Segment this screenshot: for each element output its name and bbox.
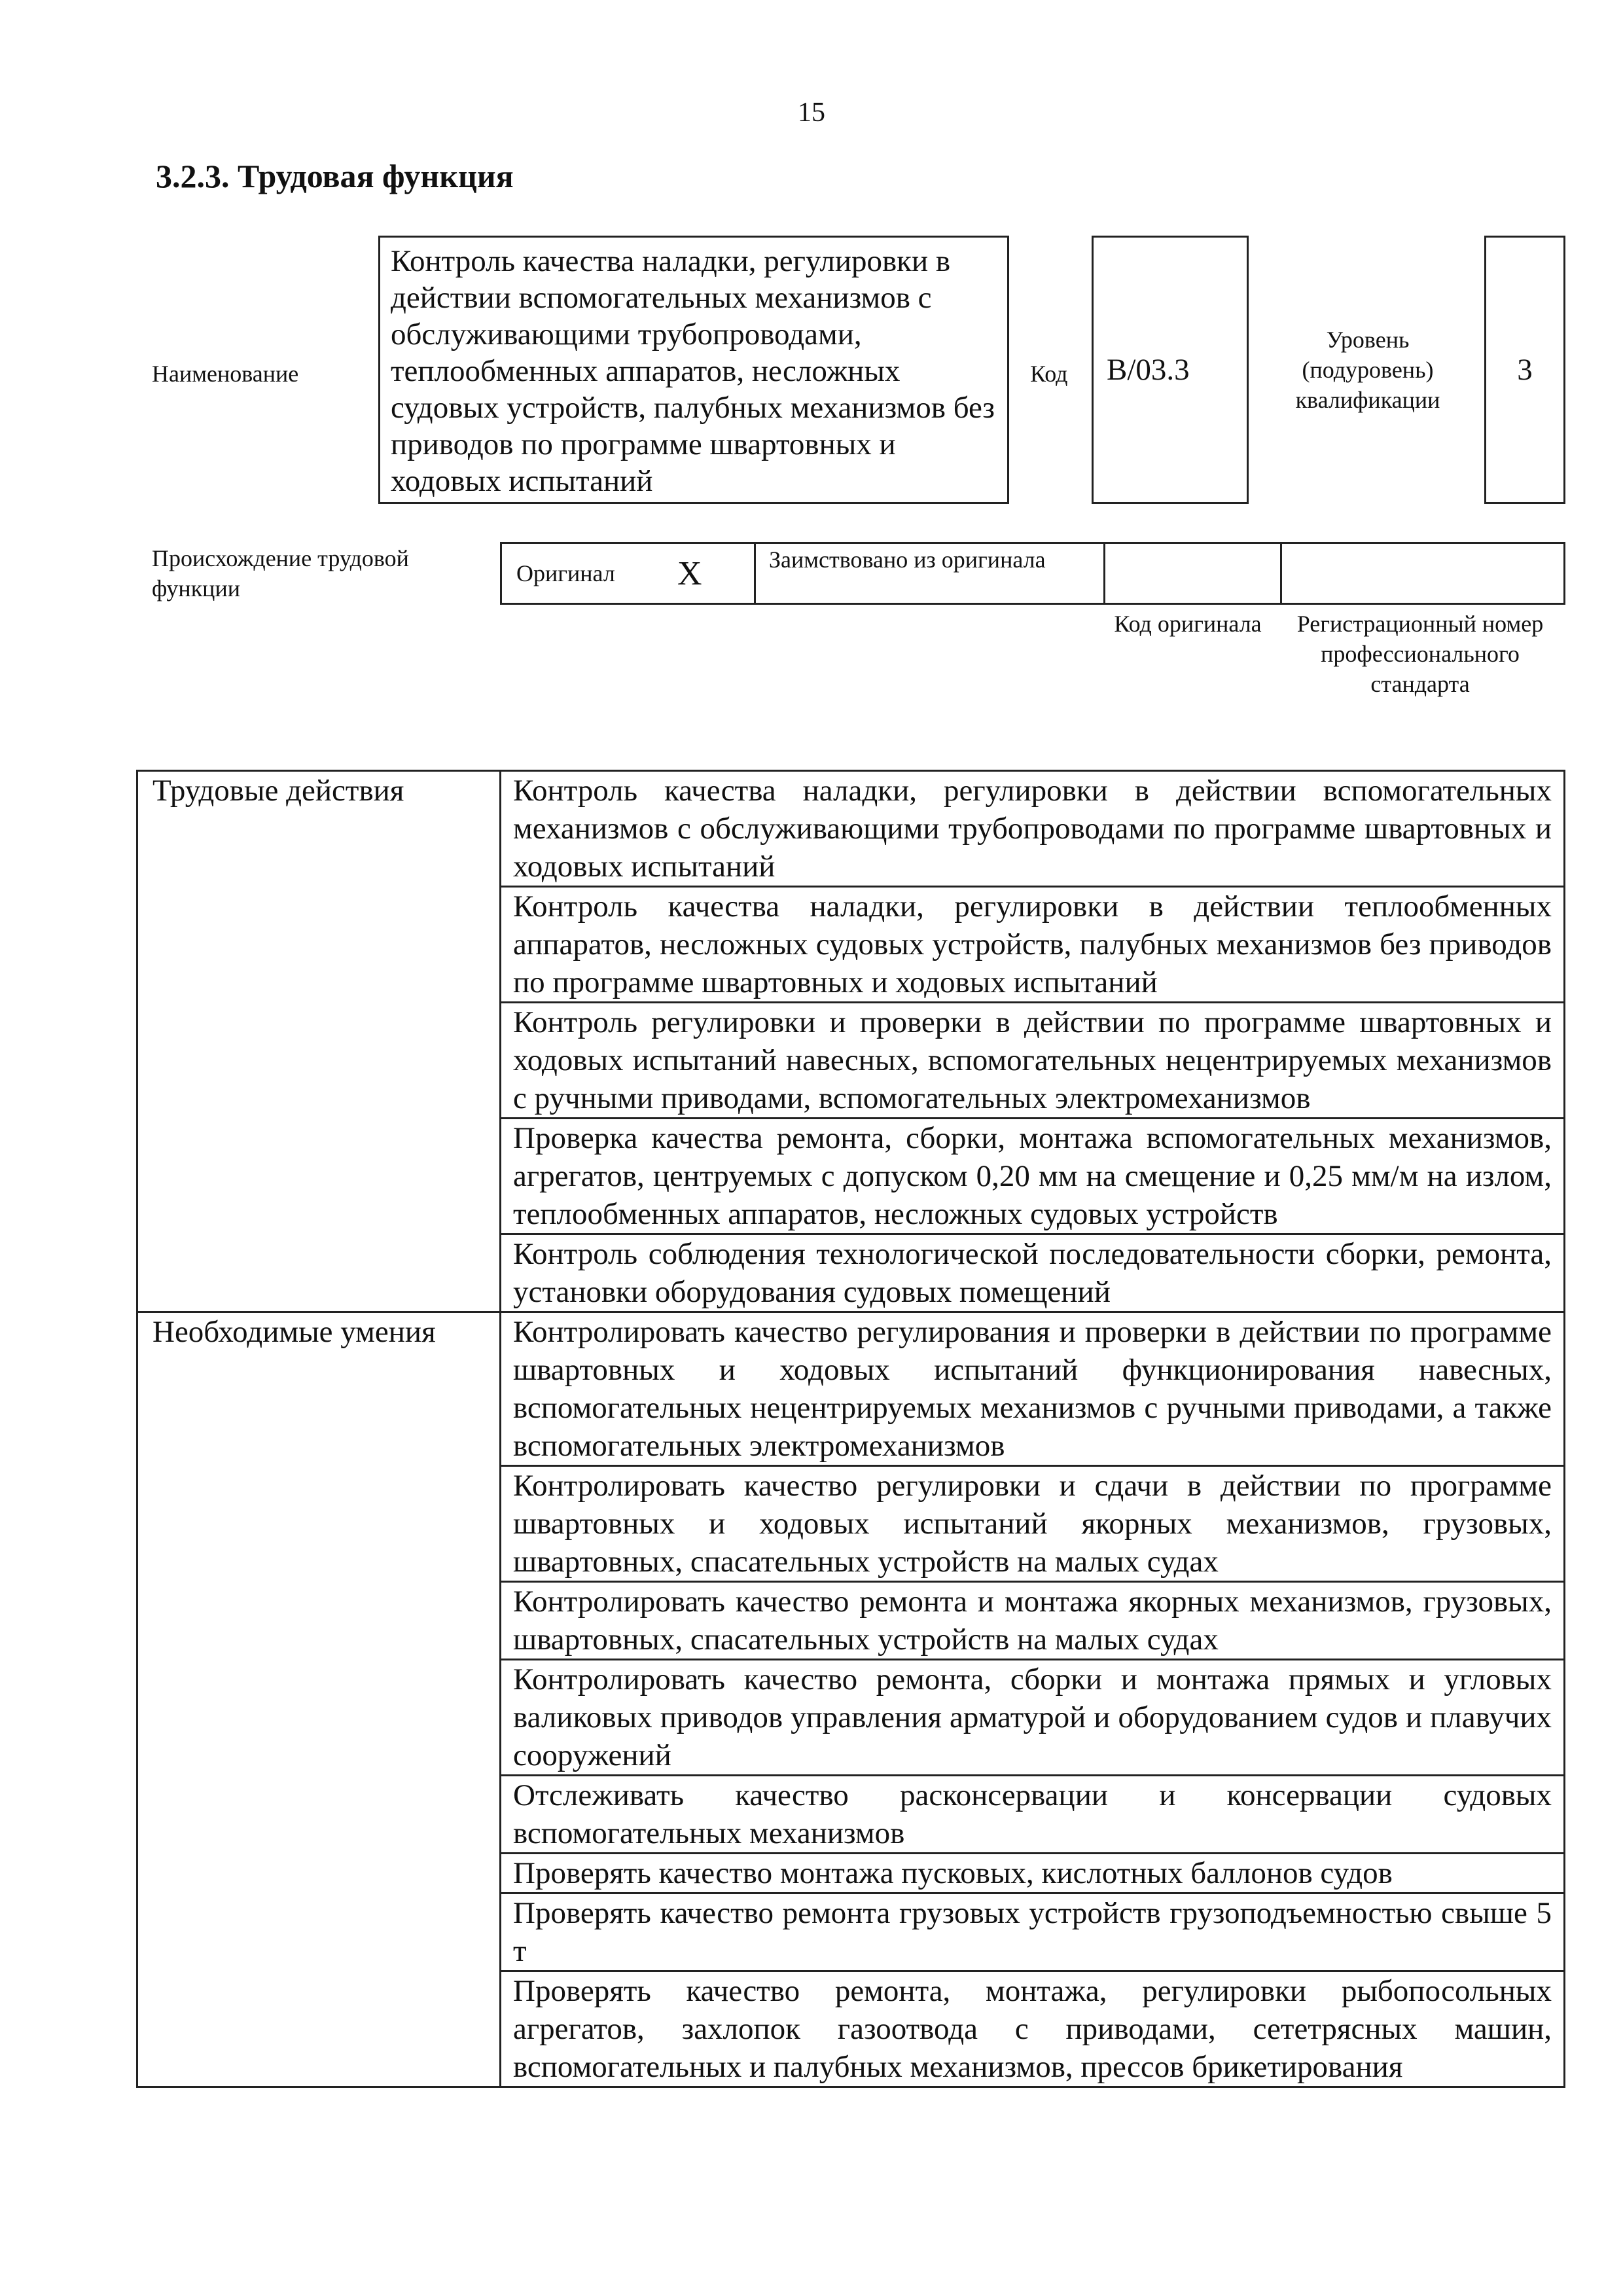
- original-label: Оригинал: [516, 560, 615, 586]
- borrowed-label: Заимствовано из оригинала: [769, 547, 1046, 573]
- origin-label: Происхождение трудовой функции: [152, 545, 409, 601]
- labor-action-item: Проверка качества ремонта, сборки, монтажа вспомогательных механизмов, агрегатов, центруемых с допуском 0,20 мм на смещение и 0,25 мм/м на излом, теплообменных аппаратов, несложных судовых устройств: [501, 1119, 1565, 1234]
- origin-row: [500, 542, 1565, 605]
- skill-item: Контролировать качество ремонта, сборки и монтажа прямых и угловых валиковых приводов управления арматурой и оборудованием судов и плавучих сооружений: [501, 1660, 1565, 1776]
- skill-item: Проверять качество монтажа пусковых, кислотных баллонов судов: [501, 1854, 1565, 1893]
- skill-item: Проверять качество ремонта, монтажа, регулировки рыбопосольных агрегатов, захлопок газоотвода с приводами, сететрясных машин, вспомогательных и палубных механизмов, прессов брикетирования: [501, 1971, 1565, 2087]
- required-skills-label: Необходимые умения: [137, 1312, 501, 2087]
- borrowed-cell: [756, 544, 1105, 603]
- skill-item: Проверять качество ремонта грузовых устройств грузоподъемностью свыше 5 т: [501, 1893, 1565, 1971]
- code-label: Код: [1030, 361, 1068, 387]
- labor-action-item: Контроль соблюдения технологической последовательности сборки, ремонта, установки оборудования судовых помещений: [501, 1234, 1565, 1312]
- section-title: 3.2.3. Трудовая функция: [156, 158, 514, 194]
- function-name-box: [378, 236, 1009, 504]
- labor-action-item: Контроль качества наладки, регулировки в действии теплообменных аппаратов, несложных судовых устройств, палубных механизмов без приводов по программе швартовных и ходовых испытаний: [501, 887, 1565, 1003]
- labor-action-item: Контроль регулировки и проверки в действии по программе швартовных и ходовых испытаний навесных, вспомогательных нецентрируемых механизмов с ручными приводами, вспомогательных электромеханизмов: [501, 1003, 1565, 1119]
- labor-action-item: Контроль качества наладки, регулировки в действии вспомогательных механизмов с обслуживающими трубопроводами по программе швартовных и ходовых испытаний: [501, 771, 1565, 887]
- orig-code-caption: Код оригинала: [1114, 611, 1262, 637]
- code-value: B/03.3: [1107, 353, 1190, 387]
- table-row: [137, 1312, 1565, 1466]
- function-details-table: [136, 770, 1565, 2088]
- original-mark: X: [677, 555, 702, 592]
- skill-item: Контролировать качество регулировки и сдачи в действии по программе швартовных и ходовых испытаний якорных механизмов, грузовых, швартовных, спасательных устройств на малых судах: [501, 1466, 1565, 1582]
- name-label: Наименование: [152, 361, 299, 387]
- code-box: [1092, 236, 1249, 504]
- table-row: [137, 771, 1565, 887]
- level-label: Уровень (подуровень) квалификации: [1295, 327, 1440, 413]
- level-value: 3: [1517, 353, 1533, 387]
- function-name-text: Контроль качества наладки, регулировки в действии вспомогательных механизмов с обслуживающими трубопроводами, теплообменных аппаратов, несложных судовых устройств, палубных механизмов без приводов по программе швартовных и ходовых испытаний: [391, 244, 995, 498]
- page-number: 15: [798, 98, 825, 128]
- skill-item: Отслеживать качество расконсервации и консервации судовых вспомогательных механизмов: [501, 1776, 1565, 1854]
- skill-item: Контролировать качество ремонта и монтажа якорных механизмов, грузовых, швартовных, спасательных устройств на малых судах: [501, 1582, 1565, 1660]
- level-box: [1484, 236, 1565, 504]
- reg-number-caption: Регистрационный номер профессионального стандарта: [1296, 611, 1544, 697]
- reg-number-cell: [1282, 544, 1563, 603]
- labor-actions-label: Трудовые действия: [137, 771, 501, 1312]
- original-cell: [502, 544, 756, 603]
- skill-item: Контролировать качество регулирования и проверки в действии по программе швартовных и ходовых испытаний функционирования навесных, вспомогательных нецентрируемых механизмов с ручными приводами, а также вспомогательных электромеханизмов: [501, 1312, 1565, 1466]
- orig-code-cell: [1105, 544, 1282, 603]
